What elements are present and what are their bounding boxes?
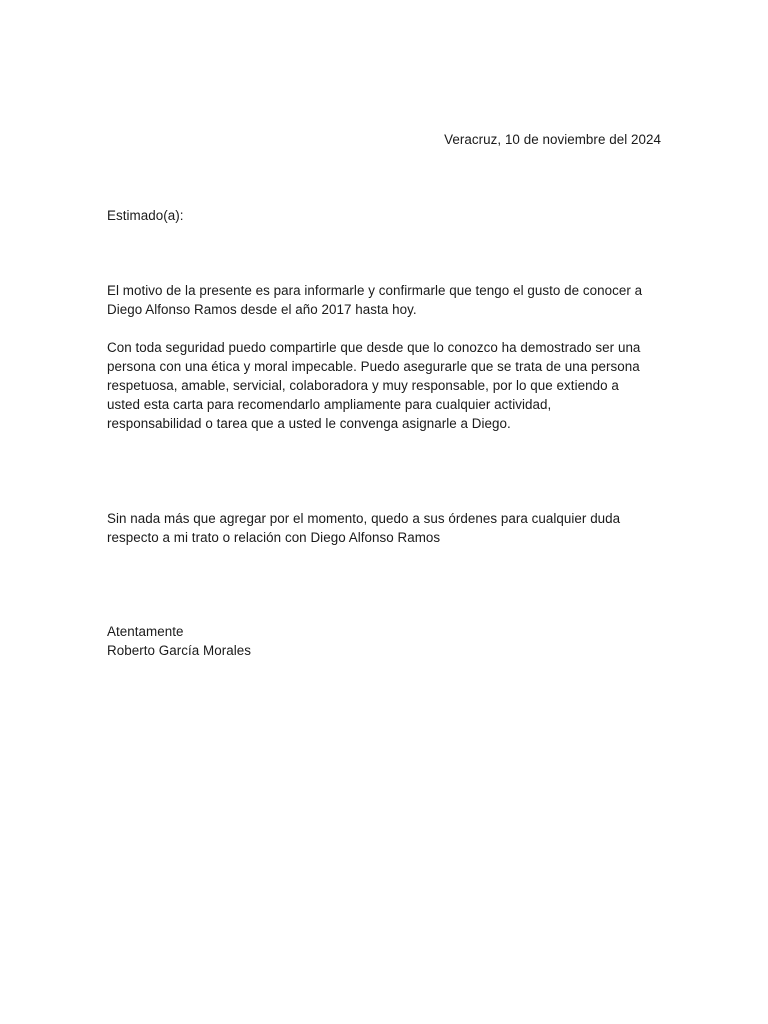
- paragraph-line: respetuosa, amable, servicial, colaboradora y muy responsable, por lo que extiendo a: [107, 378, 619, 393]
- paragraph-closing-remarks: [107, 509, 667, 547]
- letter-date: Veracruz, 10 de noviembre del 2024: [444, 132, 661, 147]
- paragraph-line: usted esta carta para recomendarlo ampliamente para cualquier actividad,: [107, 397, 552, 412]
- paragraph-introduction: [107, 281, 667, 319]
- paragraph-line: El motivo de la presente es para informarle y confirmarle que tengo el gusto de conocer a: [107, 283, 643, 298]
- letter-signature-block: [107, 622, 251, 660]
- paragraph-line: persona con una ética y moral impecable. Puedo asegurarle que se trata de una persona: [107, 359, 640, 374]
- closing-phrase: Atentamente: [107, 624, 184, 639]
- paragraph-recommendation: [107, 338, 667, 433]
- paragraph-line: responsabilidad o tarea que a usted le convenga asignarle a Diego.: [107, 416, 511, 431]
- paragraph-line: respecto a mi trato o relación con Diego Alfonso Ramos: [107, 530, 441, 545]
- paragraph-line: Diego Alfonso Ramos desde el año 2017 hasta hoy.: [107, 302, 417, 317]
- letter-salutation: Estimado(a):: [107, 208, 184, 223]
- signer-name: Roberto García Morales: [107, 643, 251, 658]
- paragraph-line: Sin nada más que agregar por el momento, quedo a sus órdenes para cualquier duda: [107, 511, 621, 526]
- paragraph-line: Con toda seguridad puedo compartirle que desde que lo conozco ha demostrado ser una: [107, 340, 641, 355]
